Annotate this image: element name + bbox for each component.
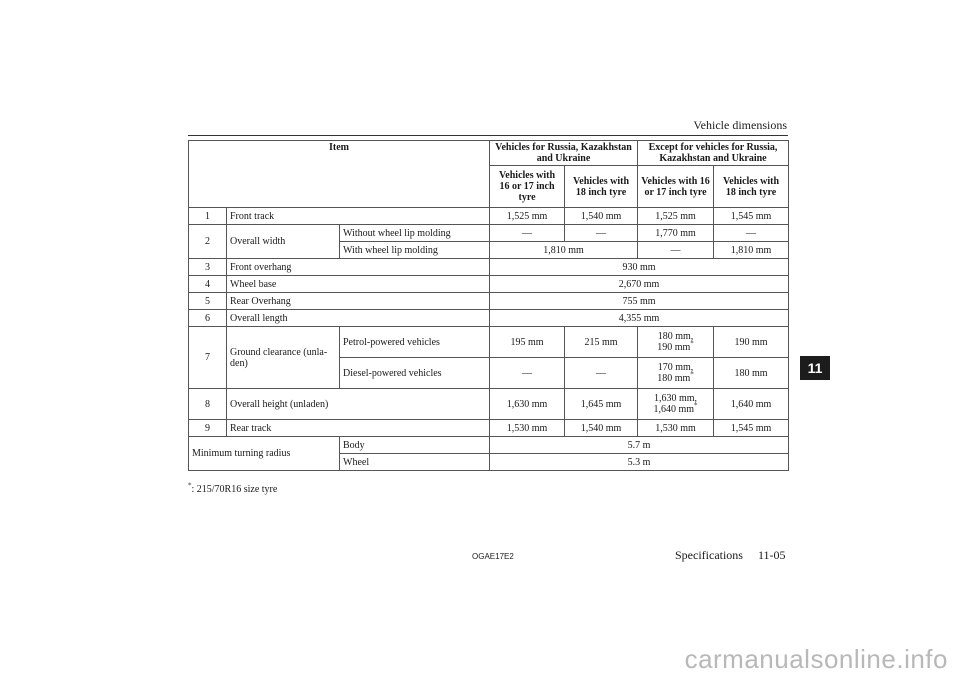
table-row	[189, 208, 789, 225]
table-row	[189, 276, 789, 293]
cell-b1	[638, 389, 714, 420]
cell-a1: 1,525 mm	[490, 208, 565, 225]
cell-a2: 1,540 mm	[565, 420, 638, 437]
cell-b1	[638, 327, 714, 358]
cell-b2: 180 mm	[714, 358, 789, 389]
row-item: Overall width	[227, 225, 340, 259]
table-row	[189, 420, 789, 437]
cell-a2: 215 mm	[565, 327, 638, 358]
cell-value: 2,670 mm	[490, 276, 789, 293]
row-number: 9	[189, 420, 227, 437]
table-row	[189, 437, 789, 454]
cell-b2: 1,810 mm	[714, 242, 789, 259]
page-header-title: Vehicle dimensions	[693, 118, 787, 132]
footnote-mark: *	[690, 370, 694, 379]
cell-value: 4,355 mm	[490, 310, 789, 327]
col-header-item: Item	[189, 141, 490, 208]
table-row	[189, 310, 789, 327]
row-number: 7	[189, 327, 227, 389]
cell-b1: —	[638, 242, 714, 259]
table-row	[189, 259, 789, 276]
row-subitem: Diesel-powered vehicles	[340, 358, 490, 389]
row-number: 5	[189, 293, 227, 310]
cell-b1-line1: 180 mm,	[657, 331, 694, 342]
row-number: 6	[189, 310, 227, 327]
row-item: Overall length	[227, 310, 490, 327]
cell-a2: —	[565, 225, 638, 242]
cell-a: 1,810 mm	[490, 242, 638, 259]
row-subitem: Without wheel lip molding	[340, 225, 490, 242]
cell-b2: 1,640 mm	[714, 389, 789, 420]
row-item: Front overhang	[227, 259, 490, 276]
cell-b2: 1,545 mm	[714, 420, 789, 437]
cell-b2: 1,545 mm	[714, 208, 789, 225]
col-header-group-b: Except for vehicles for Russia, Kazakhstan and Ukraine	[638, 141, 789, 166]
row-number: 8	[189, 389, 227, 420]
vehicle-dimensions-table	[188, 140, 789, 471]
watermark: carmanualsonline.info	[684, 644, 948, 674]
header-rule	[188, 135, 788, 136]
cell-a1: —	[490, 225, 565, 242]
row-number: 4	[189, 276, 227, 293]
cell-b1: 1,525 mm	[638, 208, 714, 225]
cell-b1-line2: 190 mm	[657, 342, 691, 353]
cell-a1: 1,530 mm	[490, 420, 565, 437]
col-header-group-a: Vehicles for Russia, Kazakhstan and Ukraine	[490, 141, 638, 166]
row-subitem: Wheel	[340, 454, 490, 471]
cell-b1-line2: 1,640 mm	[653, 404, 695, 415]
table-row	[189, 225, 789, 242]
cell-b2: —	[714, 225, 789, 242]
cell-a1: 1,630 mm	[490, 389, 565, 420]
footnote	[188, 481, 278, 495]
page-number: 11-05	[758, 548, 786, 562]
col-header-a2: Vehicles with 18 inch tyre	[565, 166, 638, 208]
table-row	[189, 389, 789, 420]
row-item: Wheel base	[227, 276, 490, 293]
row-subitem: Petrol-powered vehicles	[340, 327, 490, 358]
header-row-1	[189, 141, 789, 166]
cell-a1: 195 mm	[490, 327, 565, 358]
table-row	[189, 327, 789, 358]
col-header-b1: Vehicles with 16 or 17 inch tyre	[638, 166, 714, 208]
cell-value: 5.7 m	[490, 437, 789, 454]
cell-b2: 190 mm	[714, 327, 789, 358]
cell-a2: 1,540 mm	[565, 208, 638, 225]
row-number: 1	[189, 208, 227, 225]
row-number: 3	[189, 259, 227, 276]
cell-value: 755 mm	[490, 293, 789, 310]
cell-a2: —	[565, 358, 638, 389]
document-code: OGAE17E2	[472, 552, 514, 561]
row-item: Rear Overhang	[227, 293, 490, 310]
cell-a2: 1,645 mm	[565, 389, 638, 420]
cell-value: 930 mm	[490, 259, 789, 276]
chapter-tab[interactable]: 11	[800, 356, 830, 380]
cell-b1	[638, 358, 714, 389]
row-subitem: With wheel lip molding	[340, 242, 490, 259]
row-item: Front track	[227, 208, 490, 225]
row-item: Overall height (unladen)	[227, 389, 490, 420]
row-item: Minimum turning radius	[189, 437, 340, 471]
footnote-mark: *	[690, 339, 694, 348]
cell-b1-line1: 1,630 mm,	[653, 393, 698, 404]
cell-b1-line1: 170 mm,	[657, 362, 694, 373]
cell-value: 5.3 m	[490, 454, 789, 471]
row-subitem: Body	[340, 437, 490, 454]
cell-b1: 1,530 mm	[638, 420, 714, 437]
table-row	[189, 293, 789, 310]
row-number: 2	[189, 225, 227, 259]
footnote-mark: *	[694, 401, 698, 410]
footer-section-title: Specifications	[675, 548, 743, 562]
col-header-a1: Vehicles with 16 or 17 inch tyre	[490, 166, 565, 208]
cell-b1-line2: 180 mm	[657, 373, 691, 384]
col-header-b2: Vehicles with 18 inch tyre	[714, 166, 789, 208]
cell-b1: 1,770 mm	[638, 225, 714, 242]
cell-a1: —	[490, 358, 565, 389]
footnote-text: : 215/70R16 size tyre	[191, 484, 278, 495]
footnote-mark: *	[188, 481, 192, 490]
row-item: Ground clearance (unla-den)	[227, 327, 340, 389]
row-item: Rear track	[227, 420, 490, 437]
